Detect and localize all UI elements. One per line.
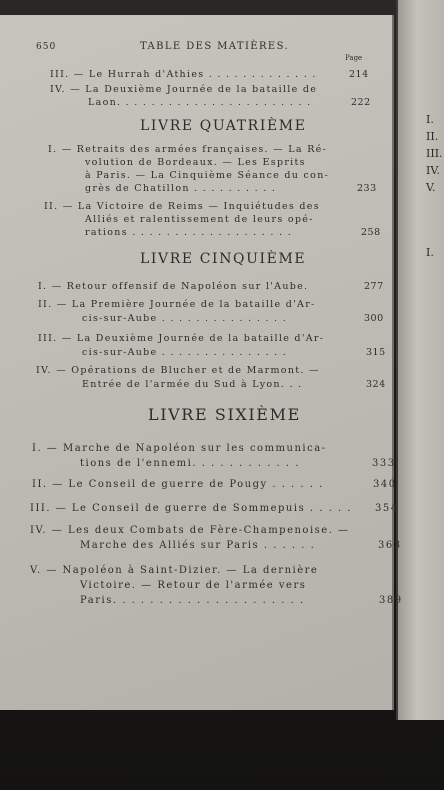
toc-entry-page: 214	[349, 69, 369, 80]
toc-entry-page: 354	[375, 503, 399, 514]
toc-entry-line: grès de Chatillon . . . . . . . . . .	[85, 183, 277, 194]
facing-page-fragment: III.	[426, 147, 443, 160]
toc-entry-line: Alliés et ralentissement de leurs opé-	[85, 214, 314, 225]
toc-entry-page: 333	[372, 458, 396, 469]
book-page	[0, 15, 403, 710]
toc-entry-page: 340	[373, 479, 397, 490]
section-heading: LIVRE QUATRIÈME	[140, 118, 307, 134]
toc-entry-line: I. — Retraits des armées françaises. — La Ré-	[48, 144, 328, 155]
toc-entry-line: Laon. . . . . . . . . . . . . . . . . . . . . . .	[88, 97, 312, 108]
toc-entry-page: 258	[361, 227, 381, 238]
toc-entry-line: IV. — Opérations de Blucher et de Marmont. —	[36, 365, 320, 376]
facing-page-fragment: IV.	[426, 164, 440, 177]
toc-entry-page: 363	[378, 540, 402, 551]
toc-entry-line: Paris. . . . . . . . . . . . . . . . . . . . .	[80, 595, 305, 606]
toc-entry-line: V. — Napoléon à Saint-Dizier. — La dernière	[30, 565, 319, 576]
toc-entry-line: volution de Bordeaux. — Les Esprits	[85, 157, 306, 168]
toc-entry-page: 300	[364, 313, 384, 324]
toc-entry-page: 222	[351, 97, 371, 108]
toc-entry-page: 233	[357, 183, 377, 194]
toc-entry-line: Marche des Alliés sur Paris . . . . . .	[80, 540, 316, 551]
toc-entry-line: tions de l'ennemi. . . . . . . . . . . .	[80, 458, 300, 469]
toc-entry-line: III. — La Deuxième Journée de la bataille d'Ar-	[38, 333, 325, 344]
page-column-label: Page	[345, 54, 363, 62]
toc-entry-page: 315	[366, 347, 386, 358]
toc-entry-page: 277	[364, 281, 384, 292]
toc-entry-page: 389	[379, 595, 403, 606]
toc-entry-line: II. — La Première Journée de la bataille d'Ar-	[38, 299, 316, 310]
toc-entry-line: Victoire. — Retour de l'armée vers	[80, 580, 307, 591]
facing-page-fragment: II.	[426, 130, 439, 143]
toc-entry-line: cis-sur-Aube . . . . . . . . . . . . . . .	[82, 347, 288, 358]
toc-entry-line: II. — La Victoire de Reims — Inquiétudes des	[44, 201, 320, 212]
toc-entry-line: III. — Le Hurrah d'Athies . . . . . . . . . . . . .	[50, 69, 317, 80]
toc-entry-line: III. — Le Conseil de guerre de Sommepuis . . . . .	[30, 503, 352, 514]
page-number: 650	[36, 42, 57, 52]
facing-page-fragment: V.	[426, 181, 436, 194]
toc-entry-line: I. — Marche de Napoléon sur les communica-	[32, 443, 327, 454]
toc-entry-line: cis-sur-Aube . . . . . . . . . . . . . . .	[82, 313, 288, 324]
toc-entry-line: I. — Retour offensif de Napoléon sur l'Aube.	[38, 281, 309, 292]
toc-entry-line: II. — Le Conseil de guerre de Pougy . . . . . .	[32, 479, 324, 490]
toc-entry-line: IV. — La Deuxième Journée de la bataille de	[50, 84, 318, 95]
toc-entry-line: rations . . . . . . . . . . . . . . . . . . .	[85, 227, 293, 238]
running-head: TABLE DES MATIÈRES.	[140, 41, 290, 52]
facing-page-edge	[396, 0, 444, 720]
facing-page-fragment: I.	[426, 246, 434, 259]
toc-entry-line: Entrée de l'armée du Sud à Lyon. . .	[82, 379, 303, 390]
facing-page-fragment: I.	[426, 113, 434, 126]
section-heading: LIVRE CINQUIÈME	[140, 251, 307, 267]
toc-entry-page: 324	[366, 379, 386, 390]
toc-entry-line: à Paris. — La Cinquième Séance du con-	[85, 170, 330, 181]
toc-entry-line: IV. — Les deux Combats de Fère-Champenoise. —	[30, 525, 350, 536]
section-heading: LIVRE SIXIÈME	[148, 405, 301, 424]
